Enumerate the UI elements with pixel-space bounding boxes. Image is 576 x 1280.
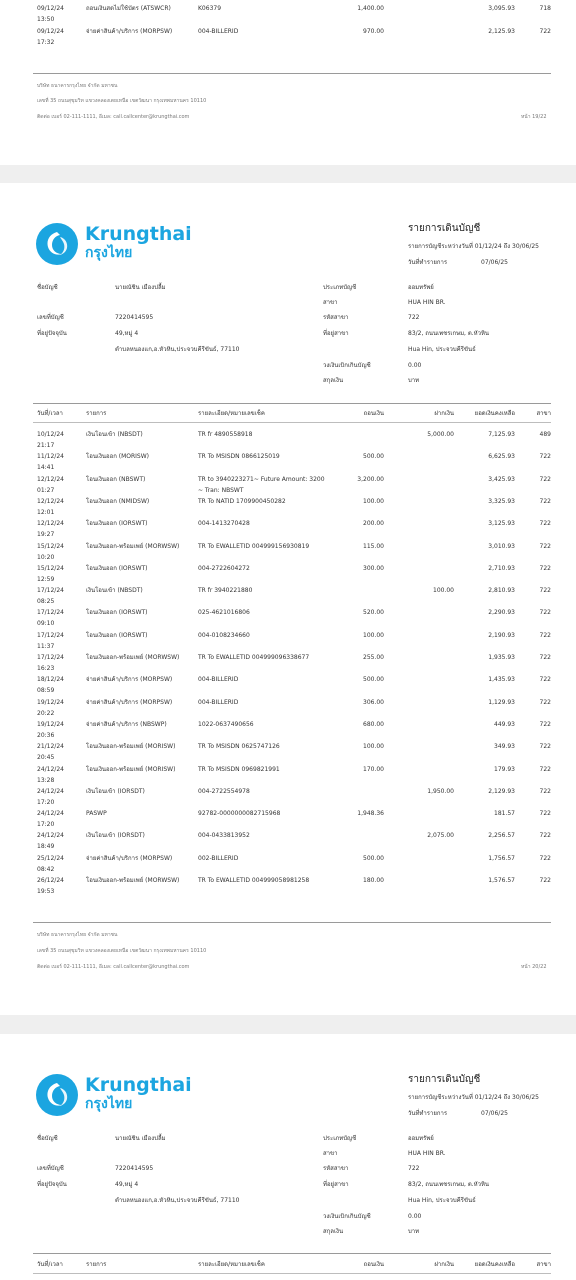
account-type: ออมทรัพย์ — [408, 1135, 434, 1142]
account-number: 7220414595 — [115, 1165, 154, 1172]
row-branch: 722 — [539, 609, 551, 617]
branch-address-label: ที่อยู่สาขา — [323, 1181, 349, 1188]
statement-page-19 — [0, 0, 576, 165]
row-description: จ่ายค่าสินค้า/บริการ (MORPSW) — [86, 27, 173, 35]
row-withdraw: 255.00 — [363, 654, 384, 661]
row-date: 21/12/24 — [37, 743, 64, 751]
col-date: วันที่/เวลา — [37, 410, 63, 417]
row-description: โอนเงินออก (IORSWT) — [86, 520, 148, 528]
row-branch: 722 — [539, 854, 551, 862]
page-number: หน้า 19/22 — [521, 114, 547, 120]
footer-address: เลขที่ 35 ถนนสุขุมวิท แขวงคลองเตยเหนือ เขตวัฒนา กรุงเทพมหานคร 10110 — [37, 98, 207, 104]
table-top-divider — [33, 403, 551, 404]
col-balance: ยอดเงินคงเหลือ — [474, 1261, 515, 1268]
row-balance: 2,190.93 — [488, 631, 515, 639]
row-description: จ่ายค่าสินค้า/บริการ (NBSWP) — [86, 720, 167, 728]
row-branch: 489 — [539, 431, 551, 438]
row-date: 12/12/24 — [37, 475, 64, 483]
row-branch: 722 — [539, 787, 551, 795]
bank-name-en: Krungthai — [85, 223, 192, 245]
row-description: PASWP — [86, 810, 107, 818]
row-time: 20:22 — [37, 709, 55, 717]
row-branch: 722 — [539, 27, 551, 35]
row-detail: 92782-0000000082715968 — [198, 810, 281, 818]
footer-contact: ติดต่อ เบอร์ 02-111-1111, อีเมล: call.callcenter@krungthai.com — [37, 964, 190, 970]
row-date: 25/12/24 — [37, 854, 64, 862]
row-detail: TR To EWALLETID 004999096338677 — [198, 654, 310, 661]
row-description: จ่ายค่าสินค้า/บริการ (MORPSW) — [86, 676, 173, 684]
row-balance: 1,935.93 — [488, 654, 515, 661]
row-detail: TR to 3940223271~ Future Amount: 3200 — [198, 475, 325, 483]
table-top-divider — [33, 1253, 551, 1254]
row-balance: 449.93 — [494, 720, 515, 728]
footer-address: เลขที่ 35 ถนนสุขุมวิท แขวงคลองเตยเหนือ เขตวัฒนา กรุงเทพมหานคร 10110 — [37, 948, 207, 954]
row-date: 17/12/24 — [37, 609, 64, 617]
row-balance: 181.57 — [494, 810, 515, 818]
row-date: 19/12/24 — [37, 720, 64, 728]
row-withdraw: 520.00 — [363, 609, 384, 617]
row-date: 24/12/24 — [37, 810, 64, 818]
col-detail: รายละเอียด/หมายเลขเช็ค — [198, 1261, 265, 1268]
footer-contact: ติดต่อ เบอร์ 02-111-1111, อีเมล: call.callcenter@krungthai.com — [37, 114, 190, 120]
row-detail: TR To EWALLETID 004999058981258 — [198, 877, 310, 884]
row-detail: 004-2722554978 — [198, 787, 250, 795]
row-time: 20:45 — [37, 754, 55, 762]
row-detail: 004-BILLERID — [198, 698, 239, 706]
address-line2: ตำบลหนองแก,อ.หัวหิน,ประจวบคีรีขันธ์, 77110 — [115, 1197, 240, 1204]
row-detail: 004-0433813952 — [198, 832, 250, 840]
row-withdraw: 100.00 — [363, 743, 384, 751]
branch-code: 722 — [408, 1165, 420, 1172]
row-detail: 004-BILLERID — [198, 27, 239, 35]
row-time: 09:10 — [37, 620, 55, 628]
row-deposit: 2,075.00 — [427, 832, 454, 840]
overdraft: 0.00 — [408, 362, 422, 369]
statement-period: รายการบัญชีระหว่างวันที่ 01/12/24 ถึง 30/06/25 — [408, 1094, 539, 1101]
row-time: 12:59 — [37, 575, 55, 583]
row-date: 12/12/24 — [37, 520, 64, 528]
row-balance: 349.93 — [494, 743, 515, 751]
row-balance: 3,425.93 — [488, 475, 515, 483]
row-time: 08:42 — [37, 865, 55, 873]
row-detail: TR fr 4890558918 — [198, 431, 253, 438]
row-time: 19:53 — [37, 888, 55, 895]
print-date: 07/06/25 — [481, 259, 508, 266]
col-date: วันที่/เวลา — [37, 1261, 63, 1268]
row-description: เงินโอนเข้า (IORSDT) — [86, 787, 145, 795]
row-withdraw: 1,948.36 — [357, 810, 384, 818]
row-detail: 002-BILLERID — [198, 854, 239, 862]
account-type: ออมทรัพย์ — [408, 284, 434, 291]
account-name: นายณัชิน เมืองปลื้ม — [115, 1135, 166, 1142]
row-time: 08:25 — [37, 598, 55, 606]
bank-name-en: Krungthai — [85, 1074, 192, 1096]
print-date-label: วันที่ทำรายการ — [408, 259, 448, 266]
row-description: โอนเงินออก-พร้อมเพย์ (MORISW) — [86, 765, 176, 773]
branch-address-line1: 83/2, ถนนเพชรเกษม, ต.หัวหิน — [408, 330, 490, 337]
row-description: โอนเงินออก (NMIDSW) — [86, 497, 150, 505]
row-date: 18/12/24 — [37, 676, 64, 684]
row-branch: 722 — [539, 810, 551, 818]
row-time: 01:27 — [37, 486, 55, 494]
row-balance: 3,125.93 — [488, 520, 515, 528]
row-time: 21:17 — [37, 442, 55, 449]
row-deposit: 100.00 — [433, 587, 454, 595]
branch-code-label: รหัสสาขา — [323, 1165, 349, 1172]
currency: บาท — [408, 1228, 420, 1235]
branch-address-line2: Hua Hin, ประจวบคีรีขันธ์ — [408, 1197, 476, 1204]
footer-divider — [33, 73, 551, 74]
row-detail-continued: ~ Tran: NBSWT — [198, 486, 244, 494]
row-branch: 722 — [539, 453, 551, 461]
row-date: 24/12/24 — [37, 765, 64, 773]
bank-name-th: กรุงไทย — [85, 245, 133, 261]
row-branch: 722 — [539, 654, 551, 661]
row-description: เงินโอนเข้า (IORSDT) — [86, 832, 145, 840]
row-description: โอนเงินออก (IORSWT) — [86, 564, 148, 572]
row-date: 24/12/24 — [37, 787, 64, 795]
row-branch: 722 — [539, 564, 551, 572]
row-time: 17:20 — [37, 821, 55, 829]
footer-company: บริษัท ธนาคารกรุงไทย จำกัด มหาชน — [37, 932, 118, 938]
row-withdraw: 500.00 — [363, 676, 384, 684]
col-branch: สาขา — [536, 410, 551, 417]
row-branch: 722 — [539, 520, 551, 528]
branch-label: สาขา — [323, 299, 338, 306]
row-description: เงินโอนเข้า (NBSDT) — [86, 431, 143, 438]
address-line1: 49,หมู่ 4 — [115, 330, 139, 337]
row-balance: 2,256.57 — [488, 832, 515, 840]
row-detail: 1022-0637490656 — [198, 720, 254, 728]
row-branch: 722 — [539, 832, 551, 840]
row-balance: 2,290.93 — [488, 609, 515, 617]
branch-address-line2: Hua Hin, ประจวบคีรีขันธ์ — [408, 346, 476, 353]
row-time: 08:59 — [37, 687, 55, 695]
row-description: โอนเงินออก (NBSWT) — [86, 475, 146, 483]
row-description: โอนเงินออก-พร้อมเพย์ (MORWSW) — [86, 654, 180, 661]
row-deposit: 5,000.00 — [427, 431, 454, 438]
row-date: 15/12/24 — [37, 542, 64, 550]
row-branch: 722 — [539, 743, 551, 751]
bank-logo-icon — [36, 1074, 78, 1116]
row-balance: 3,095.93 — [488, 5, 515, 12]
branch-code-label: รหัสสาขา — [323, 314, 349, 321]
row-description: โอนเงินออก (MORISW) — [86, 453, 150, 461]
row-branch: 722 — [539, 542, 551, 550]
account-name-label: ชื่อบัญชี — [37, 1135, 58, 1142]
row-detail: TR To MSISDN 0625747126 — [198, 743, 280, 751]
row-balance: 2,810.93 — [488, 587, 515, 595]
row-branch: 722 — [539, 587, 551, 595]
row-description: เงินโอนเข้า (NBSDT) — [86, 587, 143, 595]
row-description: โอนเงินออก (IORSWT) — [86, 609, 148, 617]
row-description: โอนเงินออก-พร้อมเพย์ (MORISW) — [86, 743, 176, 751]
row-withdraw: 1,400.00 — [357, 5, 384, 12]
row-withdraw: 500.00 — [363, 453, 384, 461]
row-balance: 3,325.93 — [488, 497, 515, 505]
row-withdraw: 500.00 — [363, 854, 384, 862]
col-deposit: ฝากเงิน — [434, 410, 454, 417]
overdraft-label: วงเงินเบิกเกินบัญชี — [323, 1213, 371, 1220]
row-branch: 722 — [539, 475, 551, 483]
col-balance: ยอดเงินคงเหลือ — [474, 410, 515, 417]
row-description: โอนเงินออก (IORSWT) — [86, 631, 148, 639]
row-date: 26/12/24 — [37, 877, 64, 884]
statement-period: รายการบัญชีระหว่างวันที่ 01/12/24 ถึง 30/06/25 — [408, 243, 539, 250]
row-withdraw: 170.00 — [363, 765, 384, 773]
footer-divider — [33, 922, 551, 923]
account-number-label: เลขที่บัญชี — [37, 1165, 64, 1172]
row-withdraw: 680.00 — [363, 720, 384, 728]
statement-title: รายการเดินบัญชี — [408, 223, 481, 234]
row-branch: 718 — [539, 5, 551, 12]
row-date: 15/12/24 — [37, 564, 64, 572]
row-time: 17:20 — [37, 798, 55, 806]
col-desc: รายการ — [86, 410, 107, 417]
row-balance: 2,710.93 — [488, 564, 515, 572]
currency-label: สกุลเงิน — [323, 1228, 344, 1235]
row-balance: 1,129.93 — [488, 698, 515, 706]
row-withdraw: 306.00 — [363, 698, 384, 706]
row-detail: 004-1413270428 — [198, 520, 250, 528]
row-date: 11/12/24 — [37, 453, 64, 461]
row-withdraw: 115.00 — [363, 542, 384, 550]
row-detail: 004-BILLERID — [198, 676, 239, 684]
row-time: 13:50 — [37, 16, 55, 23]
account-type-label: ประเภทบัญชี — [323, 284, 357, 291]
branch-code: 722 — [408, 314, 420, 321]
bank-logo-icon — [36, 223, 78, 265]
row-withdraw: 970.00 — [363, 27, 384, 35]
row-branch: 722 — [539, 631, 551, 639]
row-withdraw: 200.00 — [363, 520, 384, 528]
row-time: 18:49 — [37, 843, 55, 851]
branch-label: สาขา — [323, 1150, 338, 1157]
page-number: หน้า 20/22 — [521, 964, 547, 970]
row-balance: 3,010.93 — [488, 542, 515, 550]
row-time: 11:37 — [37, 642, 55, 650]
row-time: 13:28 — [37, 776, 55, 784]
row-date: 19/12/24 — [37, 698, 64, 706]
row-balance: 179.93 — [494, 765, 515, 773]
col-detail: รายละเอียด/หมายเลขเช็ค — [198, 410, 265, 417]
row-branch: 722 — [539, 720, 551, 728]
row-deposit: 1,950.00 — [427, 787, 454, 795]
row-balance: 2,129.93 — [488, 787, 515, 795]
address-label: ที่อยู่ปัจจุบัน — [37, 1181, 67, 1188]
print-date-label: วันที่ทำรายการ — [408, 1110, 448, 1117]
row-balance: 1,756.57 — [488, 854, 515, 862]
branch-address-label: ที่อยู่สาขา — [323, 330, 349, 337]
branch: HUA HIN BR. — [408, 1150, 446, 1157]
row-time: 14:41 — [37, 464, 55, 472]
row-withdraw: 3,200.00 — [357, 475, 384, 483]
row-time: 20:36 — [37, 731, 55, 739]
overdraft: 0.00 — [408, 1213, 422, 1220]
row-date: 09/12/24 — [37, 27, 64, 35]
row-withdraw: 100.00 — [363, 631, 384, 639]
table-header-divider — [33, 1273, 551, 1274]
account-name-label: ชื่อบัญชี — [37, 284, 58, 291]
row-branch: 722 — [539, 497, 551, 505]
row-detail: TR To EWALLETID 004999156930819 — [198, 542, 310, 550]
branch-address-line1: 83/2, ถนนเพชรเกษม, ต.หัวหิน — [408, 1181, 490, 1188]
account-number: 7220414595 — [115, 314, 154, 321]
account-type-label: ประเภทบัญชี — [323, 1135, 357, 1142]
row-detail: 025-4621016806 — [198, 609, 250, 617]
row-withdraw: 100.00 — [363, 497, 384, 505]
row-detail: TR To MSISDN 0969821991 — [198, 765, 280, 773]
row-description: จ่ายค่าสินค้า/บริการ (MORPSW) — [86, 854, 173, 862]
row-balance: 1,435.93 — [488, 676, 515, 684]
row-detail: TR To NATID 1709900450282 — [198, 497, 286, 505]
row-date: 17/12/24 — [37, 587, 64, 595]
row-description: โอนเงินออก-พร้อมเพย์ (MORWSW) — [86, 542, 180, 550]
row-detail: K06379 — [198, 5, 222, 12]
statement-page-20 — [0, 183, 576, 1015]
row-branch: 722 — [539, 765, 551, 773]
row-date: 09/12/24 — [37, 5, 64, 12]
statement-page-21 — [0, 1034, 576, 1280]
row-date: 10/12/24 — [37, 431, 64, 438]
row-description: โอนเงินออก-พร้อมเพย์ (MORWSW) — [86, 877, 180, 884]
row-time: 10:20 — [37, 553, 55, 561]
account-name: นายณัชิน เมืองปลื้ม — [115, 284, 166, 291]
row-balance: 6,625.93 — [488, 453, 515, 461]
row-detail: 004-2722604272 — [198, 564, 250, 572]
row-description: ถอนเงินสดไม่ใช้บัตร (ATSWCR) — [86, 5, 171, 12]
print-date: 07/06/25 — [481, 1110, 508, 1117]
col-desc: รายการ — [86, 1261, 107, 1268]
address-line1: 49,หมู่ 4 — [115, 1181, 139, 1188]
col-deposit: ฝากเงิน — [434, 1261, 454, 1268]
row-detail: 004-0108234660 — [198, 631, 250, 639]
col-withdraw: ถอนเงิน — [363, 1261, 384, 1268]
currency-label: สกุลเงิน — [323, 377, 344, 384]
footer-company: บริษัท ธนาคารกรุงไทย จำกัด มหาชน — [37, 83, 118, 89]
bank-name-th: กรุงไทย — [85, 1096, 133, 1112]
address-line2: ตำบลหนองแก,อ.หัวหิน,ประจวบคีรีขันธ์, 77110 — [115, 346, 240, 353]
row-date: 24/12/24 — [37, 832, 64, 840]
overdraft-label: วงเงินเบิกเกินบัญชี — [323, 362, 371, 369]
row-time: 16:23 — [37, 665, 55, 672]
row-description: จ่ายค่าสินค้า/บริการ (MORPSW) — [86, 698, 173, 706]
row-branch: 722 — [539, 676, 551, 684]
address-label: ที่อยู่ปัจจุบัน — [37, 330, 67, 337]
branch: HUA HIN BR. — [408, 299, 446, 306]
table-header-divider — [33, 422, 551, 423]
row-time: 19:27 — [37, 531, 55, 539]
row-balance: 7,125.93 — [488, 431, 515, 438]
col-branch: สาขา — [536, 1261, 551, 1268]
account-number-label: เลขที่บัญชี — [37, 314, 64, 321]
statement-title: รายการเดินบัญชี — [408, 1074, 481, 1085]
row-balance: 1,576.57 — [488, 877, 515, 884]
col-withdraw: ถอนเงิน — [363, 410, 384, 417]
row-time: 17:32 — [37, 38, 55, 46]
row-detail: TR fr 3940221880 — [198, 587, 253, 595]
row-withdraw: 300.00 — [363, 564, 384, 572]
row-branch: 722 — [539, 698, 551, 706]
row-branch: 722 — [539, 877, 551, 884]
row-detail: TR To MSISDN 0866125019 — [198, 453, 280, 461]
row-date: 17/12/24 — [37, 654, 64, 661]
row-time: 12:01 — [37, 508, 55, 516]
currency: บาท — [408, 377, 420, 384]
row-balance: 2,125.93 — [488, 27, 515, 35]
row-date: 12/12/24 — [37, 497, 64, 505]
row-date: 17/12/24 — [37, 631, 64, 639]
row-withdraw: 180.00 — [363, 877, 384, 884]
